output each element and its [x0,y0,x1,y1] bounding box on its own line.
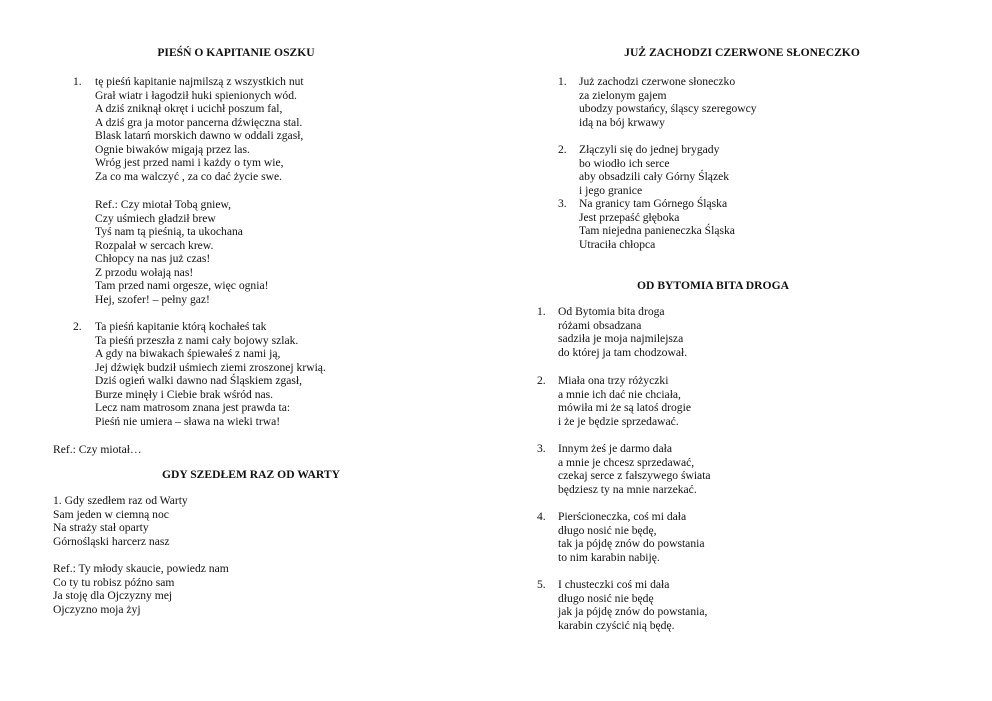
verse-line: Tam niejedna panieneczka Śląska [579,224,735,237]
verse-line: czekaj serce z fałszywego świata [558,469,711,482]
verse-number: 5. [537,578,546,591]
refrain-kapitan [95,198,268,306]
refrain-line: Ja stoję dla Ojczyzny mej [53,589,173,602]
verse-line: Na straży stał oparty [53,521,149,534]
verse-number: 3. [537,442,546,455]
verse-1-od-bytomia [558,305,687,359]
verse-line: Pieśń nie umiera – sława na wieki trwa! [95,414,281,428]
verse-line: a mnie je chcesz sprzedawać, [558,455,695,469]
verse-line: a mnie ich dać nie chciała, [558,387,681,401]
refrain-line: Chłopcy na nas już czas! [95,252,211,265]
verse-line: Burze minęły i Ciebie brak wśród nas. [95,387,274,401]
verse-line: długo nosić nie będę, [558,523,657,537]
refrain-line: Tyś nam tą pieśnią, ta ukochana [95,225,243,238]
verse-line: Jest przepaść głęboka [579,210,680,224]
verse-1-gdy-szedlem [53,494,188,548]
verse-line: bo wiodło ich serce [579,156,670,170]
verse-line: Blask latarń morskich dawno w oddali zgasł, [95,129,304,142]
verse-line: aby obsadzili cały Górny Ślązek [579,170,730,183]
verse-1-juz-zachodzi [579,75,757,129]
verse-line: Za co ma walczyć , za co dać życie swe. [95,169,283,183]
refrain-line: Rozpalał w sercach krew. [95,238,214,252]
verse-2-juz-zachodzi [579,143,729,197]
verse-line: tę pieśń kapitanie najmilszą z wszystkich nut [95,75,304,88]
verse-line: Wróg jest przed nami i każdy o tym wie, [95,156,284,169]
verse-line: Innym żeś je darmo dała [558,442,672,455]
verse-number: 2. [558,143,567,156]
verse-5-od-bytomia [558,578,707,632]
verse-line: jak ja pójdę znów do powstania, [558,605,708,618]
refrain-gdy-szedlem [53,562,229,616]
verse-line: Na granicy tam Górnego Śląska [579,197,728,210]
song-title-gdy-szedlem: GDY SZEDŁEM RAZ OD WARTY [161,468,341,481]
song-title-kapitan-oszek: PIEŚŃ O KAPITANIE OSZKU [157,46,315,59]
verse-line: i że je będzie sprzedawać. [558,414,679,428]
verse-line: Złączyli się do jednej brygady [579,143,720,156]
verse-line: Pierścioneczka, coś mi dała [558,510,687,523]
verse-line: A gdy na biwakach śpiewałeś z nami ją, [95,347,281,360]
verse-line: I chusteczki coś mi dała [558,578,670,591]
refrain-line: Z przodu wołają nas! [95,265,194,279]
refrain-line: Hej, szofer! – pełny gaz! [95,292,210,306]
verse-2-kapitan [95,320,326,428]
verse-4-od-bytomia [558,510,705,564]
verse-number: 1. [558,75,567,88]
verse-line: Ta pieśń kapitanie którą kochałeś tak [95,320,267,333]
refrain-line: Ref.: Ty młody skaucie, powiedz nam [53,562,229,575]
verse-line: Sam jeden w ciemną noc [53,507,169,521]
verse-line: długo nosić nie będę [558,591,654,605]
verse-number: 1. [73,75,82,88]
verse-line: Ta pieśń przeszła z nami cały bojowy szlak. [95,333,299,347]
verse-line: Jej dźwięk budził uśmiech ziemi zroszonej krwią. [95,360,326,374]
verse-line: Już zachodzi czerwone słoneczko [579,75,736,88]
verse-line: będziesz ty na mnie narzekać. [558,482,697,496]
verse-1-kapitan [95,75,304,183]
song-title-od-bytomia: OD BYTOMIA BITA DROGA [637,279,789,292]
verse-line: idą na bój krwawy [579,115,665,129]
verse-line: i jego granice [579,183,643,197]
verse-2-od-bytomia [558,374,691,428]
refrain-reference: Ref.: Czy miotał… [53,443,142,456]
refrain-line: Czy uśmiech gładził brew [95,211,216,225]
verse-line: Górnośląski harcerz nasz [53,534,170,548]
verse-line: karabin czyścić nią będę. [558,618,675,632]
verse-line: różami obsadzana [558,318,642,332]
verse-line: za zielonym gajem [579,88,667,102]
verse-line: A dziś gra ja motor pancerna dźwięczna stal. [95,115,303,129]
verse-line: sadziła je moja najmilejsza [558,332,684,345]
verse-number: 2. [537,374,546,387]
refrain-line: Tam przed nami orgesze, więc ognia! [95,279,269,292]
refrain-line: Co ty tu robisz późno sam [53,575,175,589]
verse-line: Lecz nam matrosom znana jest prawda ta: [95,401,291,414]
verse-line: Grał wiatr i łagodził huki spienionych wód. [95,88,297,102]
verse-number: 3. [558,197,567,210]
verse-line: ubodzy powstańcy, śląscy szeregowcy [579,102,757,115]
verse-line: Utraciła chłopca [579,237,656,251]
verse-line: Ognie biwaków migają przez las. [95,142,250,156]
refrain-line: Ref.: Czy miotał Tobą gniew, [95,198,232,211]
verse-3-od-bytomia [558,442,711,496]
verse-line: 1. Gdy szedłem raz od Warty [53,494,188,507]
verse-line: Miała ona trzy różyczki [558,374,669,387]
verse-line: mówiła mi że są latoś drogie [558,401,691,414]
verse-line: do której ja tam chodzował. [558,345,688,359]
song-title-juz-zachodzi: JUŻ ZACHODZI CZERWONE SŁONECZKO [624,46,860,59]
verse-line: to nim karabin nabiję. [558,550,660,564]
verse-3-juz-zachodzi [579,197,735,251]
verse-line: tak ja pójdę znów do powstania [558,537,705,550]
verse-line: Od Bytomia bita droga [558,305,665,318]
verse-number: 1. [537,305,546,318]
refrain-line: Ojczyzno moja żyj [53,602,141,616]
verse-line: A dziś zniknął okręt i ucichł poszum fal, [95,102,283,115]
verse-number: 2. [73,320,82,333]
verse-line: Dziś ogień walki dawno nad Śląskiem zgasł, [95,374,303,387]
verse-number: 4. [537,510,546,523]
